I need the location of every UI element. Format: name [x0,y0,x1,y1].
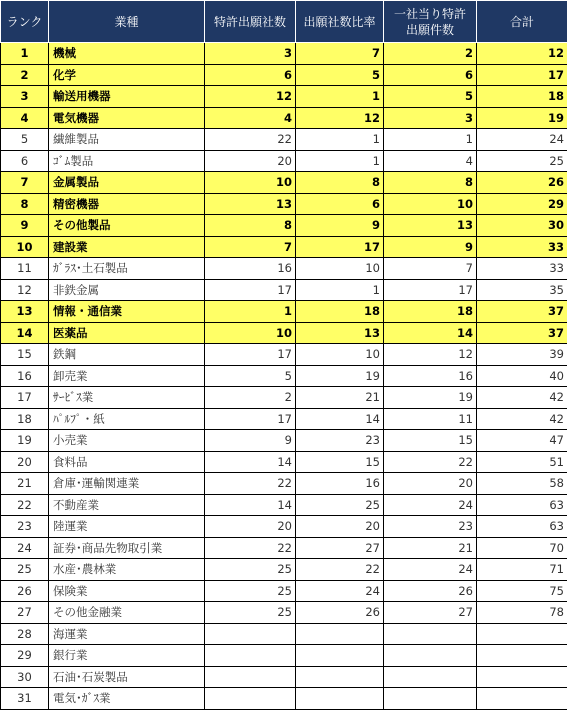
total-cell: 33 [477,258,567,280]
per-company-cell: 11 [384,408,477,430]
ratio-cell: 16 [296,473,384,495]
patent-companies-cell: 20 [205,150,296,172]
industry-cell: ﾊﾟﾙﾌﾟ・紙 [49,408,205,430]
ratio-cell: 12 [296,107,384,129]
industry-cell: 卸売業 [49,365,205,387]
rank-cell: 5 [1,129,49,151]
total-cell: 58 [477,473,567,495]
per-company-cell [384,645,477,667]
industry-cell: ｺﾞﾑ製品 [49,150,205,172]
table-row [1,408,567,430]
total-cell [477,666,567,688]
industry-cell: 石油･石炭製品 [49,666,205,688]
table-row [1,43,567,65]
industry-cell: 輸送用機器 [49,86,205,108]
header-row [1,1,567,43]
industry-cell: 不動産業 [49,494,205,516]
per-company-cell: 5 [384,86,477,108]
ratio-cell: 7 [296,43,384,65]
ratio-cell: 20 [296,516,384,538]
ratio-cell: 5 [296,64,384,86]
rank-cell: 6 [1,150,49,172]
table-row [1,236,567,258]
table-row [1,258,567,280]
total-cell: 63 [477,494,567,516]
per-company-cell: 2 [384,43,477,65]
total-cell: 47 [477,430,567,452]
industry-cell: 金属製品 [49,172,205,194]
table-row [1,537,567,559]
industry-cell: 医薬品 [49,322,205,344]
total-cell: 26 [477,172,567,194]
total-cell: 25 [477,150,567,172]
total-cell: 42 [477,387,567,409]
ratio-cell: 18 [296,301,384,323]
total-cell: 17 [477,64,567,86]
patent-companies-cell: 8 [205,215,296,237]
ratio-cell [296,666,384,688]
rank-cell: 17 [1,387,49,409]
industry-cell: 海運業 [49,623,205,645]
rank-cell: 14 [1,322,49,344]
rank-cell: 24 [1,537,49,559]
rank-cell: 20 [1,451,49,473]
total-cell: 18 [477,86,567,108]
industry-cell: 食料品 [49,451,205,473]
table-row [1,666,567,688]
table-row [1,64,567,86]
total-cell: 33 [477,236,567,258]
header-per-company-line2: 出願件数 [405,22,454,37]
per-company-cell: 22 [384,451,477,473]
table-row [1,645,567,667]
total-cell: 70 [477,537,567,559]
table-row [1,516,567,538]
patent-companies-cell: 7 [205,236,296,258]
patent-companies-cell: 25 [205,602,296,624]
ratio-cell [296,688,384,710]
table-row [1,473,567,495]
table-row [1,193,567,215]
per-company-cell: 7 [384,258,477,280]
per-company-cell [384,623,477,645]
table-row [1,107,567,129]
patent-companies-cell [205,688,296,710]
ratio-cell: 22 [296,559,384,581]
patent-companies-cell: 20 [205,516,296,538]
per-company-cell: 20 [384,473,477,495]
total-cell: 37 [477,301,567,323]
table-row [1,580,567,602]
ratio-cell: 1 [296,279,384,301]
patent-companies-cell: 4 [205,107,296,129]
table-row [1,172,567,194]
header-per-company [384,1,477,43]
per-company-cell: 3 [384,107,477,129]
rank-cell: 15 [1,344,49,366]
table-row [1,150,567,172]
ratio-cell: 19 [296,365,384,387]
ratio-cell [296,645,384,667]
rank-cell: 21 [1,473,49,495]
industry-cell: 倉庫･運輸関連業 [49,473,205,495]
rank-cell: 27 [1,602,49,624]
patent-companies-cell: 1 [205,301,296,323]
industry-cell: 鉄鋼 [49,344,205,366]
rank-cell: 7 [1,172,49,194]
patent-companies-cell: 6 [205,64,296,86]
industry-cell: その他金融業 [49,602,205,624]
patent-companies-cell: 14 [205,451,296,473]
header-ratio: 出願社数比率 [296,1,384,43]
patent-companies-cell [205,645,296,667]
industry-cell: 電気･ｶﾞｽ業 [49,688,205,710]
patent-companies-cell: 9 [205,430,296,452]
industry-cell: 化学 [49,64,205,86]
table-row [1,387,567,409]
ratio-cell: 10 [296,344,384,366]
patent-companies-cell: 3 [205,43,296,65]
table-row [1,451,567,473]
ratio-cell [296,623,384,645]
patent-companies-cell: 2 [205,387,296,409]
table-row [1,494,567,516]
industry-cell: ｻｰﾋﾞｽ業 [49,387,205,409]
per-company-cell: 16 [384,365,477,387]
per-company-cell: 6 [384,64,477,86]
patent-companies-cell: 17 [205,279,296,301]
per-company-cell: 10 [384,193,477,215]
table-row [1,129,567,151]
ratio-cell: 17 [296,236,384,258]
ratio-cell: 27 [296,537,384,559]
total-cell: 63 [477,516,567,538]
ratio-cell: 9 [296,215,384,237]
per-company-cell: 8 [384,172,477,194]
header-patent-companies: 特許出願社数 [205,1,296,43]
header-total: 合計 [477,1,567,43]
ratio-cell: 24 [296,580,384,602]
per-company-cell: 26 [384,580,477,602]
per-company-cell: 24 [384,494,477,516]
per-company-cell: 13 [384,215,477,237]
table-row [1,623,567,645]
patent-companies-cell: 22 [205,129,296,151]
patent-companies-cell: 16 [205,258,296,280]
industry-cell: その他製品 [49,215,205,237]
header-rank: ランク [1,1,49,43]
table-row [1,430,567,452]
ratio-cell: 21 [296,387,384,409]
total-cell: 42 [477,408,567,430]
industry-cell: 水産･農林業 [49,559,205,581]
rank-cell: 22 [1,494,49,516]
total-cell [477,688,567,710]
rank-cell: 1 [1,43,49,65]
table-row [1,365,567,387]
rank-cell: 4 [1,107,49,129]
ratio-cell: 23 [296,430,384,452]
ratio-cell: 6 [296,193,384,215]
rank-cell: 16 [1,365,49,387]
industry-cell: 電気機器 [49,107,205,129]
patent-companies-cell: 17 [205,408,296,430]
rank-cell: 10 [1,236,49,258]
rank-cell: 23 [1,516,49,538]
table-row [1,322,567,344]
ratio-cell: 10 [296,258,384,280]
rank-cell: 19 [1,430,49,452]
patent-companies-cell: 14 [205,494,296,516]
header-per-company-line1: 一社当り特許 [393,6,466,21]
rank-cell: 11 [1,258,49,280]
rank-cell: 28 [1,623,49,645]
table-body [1,43,567,710]
table-row [1,215,567,237]
industry-cell: 繊維製品 [49,129,205,151]
rank-cell: 9 [1,215,49,237]
patent-companies-cell: 22 [205,537,296,559]
industry-cell: 建設業 [49,236,205,258]
per-company-cell: 18 [384,301,477,323]
industry-cell: 陸運業 [49,516,205,538]
per-company-cell: 9 [384,236,477,258]
ratio-cell: 26 [296,602,384,624]
table-header [1,1,567,43]
ratio-cell: 1 [296,150,384,172]
ratio-cell: 15 [296,451,384,473]
per-company-cell: 24 [384,559,477,581]
per-company-cell: 19 [384,387,477,409]
table-row [1,688,567,710]
per-company-cell: 27 [384,602,477,624]
total-cell: 29 [477,193,567,215]
patent-companies-cell: 13 [205,193,296,215]
patent-companies-cell [205,666,296,688]
per-company-cell: 23 [384,516,477,538]
per-company-cell: 14 [384,322,477,344]
total-cell: 19 [477,107,567,129]
table-row [1,559,567,581]
header-industry: 業種 [49,1,205,43]
per-company-cell: 15 [384,430,477,452]
industry-cell: 銀行業 [49,645,205,667]
industry-cell: 小売業 [49,430,205,452]
total-cell: 51 [477,451,567,473]
per-company-cell: 4 [384,150,477,172]
industry-cell: 非鉄金属 [49,279,205,301]
patent-companies-cell: 25 [205,580,296,602]
industry-cell: 機械 [49,43,205,65]
patent-companies-cell: 25 [205,559,296,581]
industry-cell: ｶﾞﾗｽ･土石製品 [49,258,205,280]
per-company-cell: 12 [384,344,477,366]
patent-companies-cell: 22 [205,473,296,495]
ratio-cell: 8 [296,172,384,194]
per-company-cell: 21 [384,537,477,559]
ratio-cell: 1 [296,86,384,108]
rank-cell: 29 [1,645,49,667]
ratio-cell: 1 [296,129,384,151]
per-company-cell [384,688,477,710]
ratio-cell: 13 [296,322,384,344]
total-cell: 24 [477,129,567,151]
rank-cell: 12 [1,279,49,301]
total-cell: 37 [477,322,567,344]
rank-cell: 13 [1,301,49,323]
rank-cell: 3 [1,86,49,108]
patent-companies-cell: 10 [205,322,296,344]
rank-cell: 25 [1,559,49,581]
patent-companies-cell: 10 [205,172,296,194]
total-cell [477,645,567,667]
patent-companies-cell [205,623,296,645]
rank-cell: 8 [1,193,49,215]
total-cell: 39 [477,344,567,366]
rank-cell: 31 [1,688,49,710]
total-cell: 75 [477,580,567,602]
industry-cell: 精密機器 [49,193,205,215]
industry-cell: 証券･商品先物取引業 [49,537,205,559]
table-row [1,279,567,301]
total-cell: 35 [477,279,567,301]
rank-cell: 26 [1,580,49,602]
ratio-cell: 25 [296,494,384,516]
rank-cell: 30 [1,666,49,688]
per-company-cell: 1 [384,129,477,151]
table-row [1,602,567,624]
rank-cell: 2 [1,64,49,86]
rank-cell: 18 [1,408,49,430]
total-cell [477,623,567,645]
industry-cell: 保険業 [49,580,205,602]
industry-cell: 情報・通信業 [49,301,205,323]
total-cell: 71 [477,559,567,581]
table-row [1,344,567,366]
patent-companies-cell: 12 [205,86,296,108]
total-cell: 40 [477,365,567,387]
total-cell: 30 [477,215,567,237]
table-row [1,86,567,108]
ratio-cell: 14 [296,408,384,430]
table-row [1,301,567,323]
per-company-cell: 17 [384,279,477,301]
per-company-cell [384,666,477,688]
patent-companies-cell: 17 [205,344,296,366]
total-cell: 78 [477,602,567,624]
patent-companies-cell: 5 [205,365,296,387]
total-cell: 12 [477,43,567,65]
